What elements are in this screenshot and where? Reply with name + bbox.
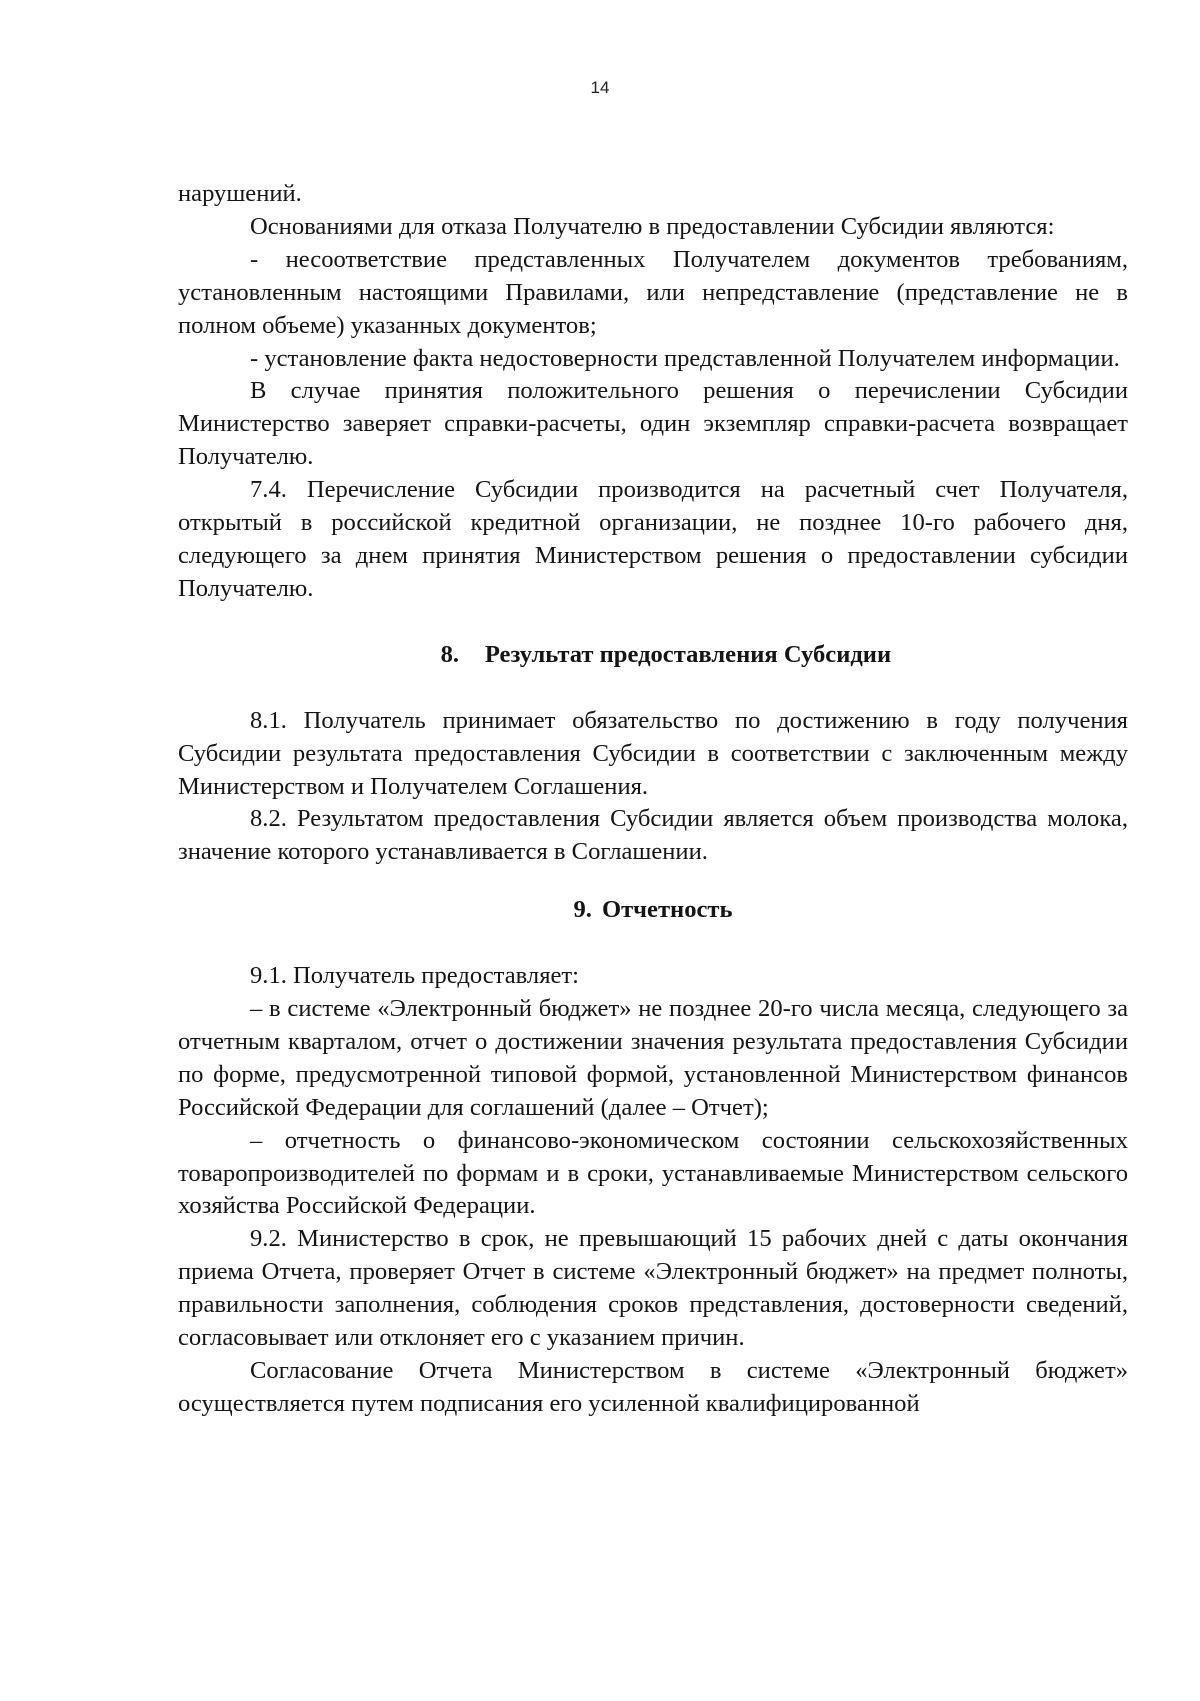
section-title-8: Результат предоставления Субсидии	[484, 640, 892, 668]
list-item-electronic-budget-report: – в системе «Электронный бюджет» не позднее 20-го числа месяца, следующего за отчетным кварталом, отчет о достижении значения результата предоставления Субсидии по форме, предусмотренной типовой формой, установленной Министерством финансов Российской Федерации для соглашений (далее – Отчет);	[178, 995, 1128, 1121]
section-title-9: Отчетность	[601, 896, 733, 924]
page-number: 14	[590, 78, 610, 97]
list-item-inaccuracy: - установление факта недостоверности представленной Получателем информации.	[250, 344, 1120, 372]
paragraph-7-4: 7.4. Перечисление Субсидии производится на расчетный счет Получателя, открытый в российской кредитной организации, не позднее 10-го рабочего дня, следующего за днем принятия Министерством решения о предоставлении субсидии Получателю.	[178, 476, 1128, 602]
section-number-9: 9.	[573, 896, 592, 924]
paragraph-8-2: 8.2. Результатом предоставления Субсидии является объем производства молока, значение которого устанавливается в Соглашении.	[178, 805, 1128, 866]
section-heading-9	[178, 894, 1128, 927]
paragraph-9-2: 9.2. Министерство в срок, не превышающий 15 рабочих дней с даты окончания приема Отчета, проверяет Отчет в системе «Электронный бюджет» на предмет полноты, правильности заполнения, соблюдения сроков представления, достоверности сведений, согласовывает или отклоняет его с указанием причин.	[178, 1225, 1128, 1352]
section-heading-8	[178, 639, 1128, 672]
list-item-financial-reporting: – отчетность о финансово-экономическом состоянии сельскохозяйственных товаропроизводителей по формам и в сроки, устанавливаемые Министерством сельского хозяйства Российской Федерации.	[178, 1126, 1128, 1220]
paragraph-refusal-grounds: Основаниями для отказа Получателю в предоставлении Субсидии являются:	[250, 212, 1055, 240]
paragraph-report-approval: Согласование Отчета Министерством в системе «Электронный бюджет» осуществляется путем подписания его усиленной квалифицированной	[178, 1357, 1128, 1417]
paragraph-positive-decision: В случае принятия положительного решения о перечислении Субсидии Министерство заверяет справки-расчеты, один экземпляр справки-расчета возвращает Получателю.	[178, 377, 1128, 471]
paragraph-8-1: 8.1. Получатель принимает обязательство по достижению в году получения Субсидии результата предоставления Субсидии в соответствии с заключенным между Министерством и Получателем Соглашения.	[178, 706, 1128, 800]
list-item-noncompliance: - несоответствие представленных Получателем документов требованиям, установленным настоящими Правилами, или непредставление (представление не в полном объеме) указанных документов;	[178, 245, 1128, 339]
section-number-8: 8.	[440, 640, 460, 668]
paragraph-continuation: нарушений.	[178, 180, 302, 207]
paragraph-9-1: 9.1. Получатель предоставляет:	[250, 962, 580, 990]
document-body	[178, 178, 1128, 1421]
